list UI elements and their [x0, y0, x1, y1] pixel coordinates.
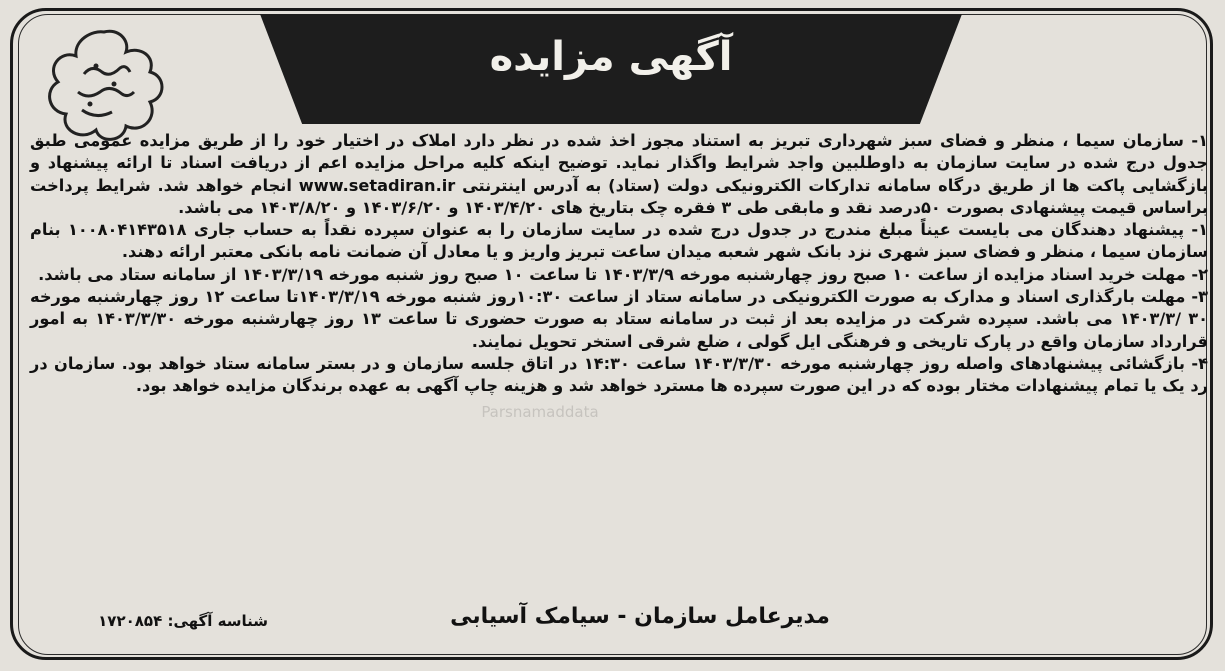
tabriz-municipality-logo-icon: [38, 26, 170, 144]
paragraph-purchase-deadline: ۲- مهلت خرید اسناد مزایده از ساعت ۱۰ صبح روز چهارشنبه مورخه ۱۴۰۳/۳/۹ تا ساعت ۱۰ صبح روز شنبه مورخه ۱۴۰۳/۳/۱۹ از سامانه ستاد می باشد.: [38, 264, 1208, 284]
watermark: Parsnamaddata: [481, 403, 599, 421]
signature: مدیرعامل سازمان - سیامک آسیابی: [450, 604, 830, 629]
notice-title: آگهی مزایده: [489, 34, 733, 80]
paragraph-deposit: ۱- پیشنهاد دهندگان می بایست عیناً مبلغ مندرج در جدول درج شده در سایت سازمان را به عنوان سپرده نقداً به حساب جاری ۱۰۰۸۰۴۱۴۳۵۱۸ بنام سازمان سیما ، منظر و فضای سبز شهری نزد بانک شهر شعبه میدان ساعت تبریز واریز و یا معادل آن ضمانت نامه بانکی معتبر ارائه دهند.: [30, 220, 1208, 262]
paragraph-upload-deadline: ۳- مهلت بارگذاری اسناد و مدارک به صورت الکترونیکی در سامانه ستاد از ساعت ۱۰:۳۰روز شنبه مورخه ۱۴۰۳/۳/۱۹تا ساعت ۱۲ روز چهارشنبه مورخه ۳۰ /۱۴۰۳/۳ می باشد. سپرده شرکت در مزایده بعد از ثبت در سامانه ستاد به صورت حضوری تا ساعت ۱۳ روز چهارشنبه مورخه ۱۴۰۳/۳/۳۰ به امور قرارداد سازمان واقع در پارک تاریخی و فرهنگی ایل گولی ، ضلع شرقی استخر تحویل نمایند.: [30, 287, 1209, 351]
paragraph-intro: ۱- سازمان سیما ، منظر و فضای سبز شهرداری تبریز به استناد مجوز اخذ شده در نظر دارد املاک در اختیار خود را از طریق مزایده عمومی طبق جدول درج شده در سایت سازمان به داوطلبین واجد شرایط واگذار نماید. توضیح اینکه کلیه مراحل مزایده اعم از دریافت اسناد تا ارائه پیشنهاد و بازگشایی پاکت ها از طریق درگاه سامانه تدارکات الکترونیکی دولت (ستاد) به آدرس اینترنتی www.setadiran.ir انجام خواهد شد. شرایط پرداخت براساس قیمت پیشنهادی بصورت ۵۰درصد نقد و مابقی طی ۳ فقره چک بتاریخ های ۱۴۰۳/۴/۲۰ و ۱۴۰۳/۶/۲۰ و ۱۴۰۳/۸/۲۰ می باشد.: [30, 131, 1209, 217]
paragraph-opening: ۴- بازگشائی پیشنهادهای واصله روز چهارشنبه مورخه ۱۴۰۳/۳/۳۰ ساعت ۱۴:۳۰ در اتاق جلسه سازمان و در بستر سامانه ستاد خواهد بود. سازمان در رد یک یا تمام پیشنهادات مختار بوده که در این صورت سپرده ها مسترد خواهد شد و هزینه چاپ آگهی به عهده برندگان مزایده خواهد بود.: [30, 353, 1208, 396]
notice-body: [30, 130, 1208, 398]
ad-id: شناسه آگهی: ۱۷۲۰۸۵۴: [98, 612, 268, 630]
